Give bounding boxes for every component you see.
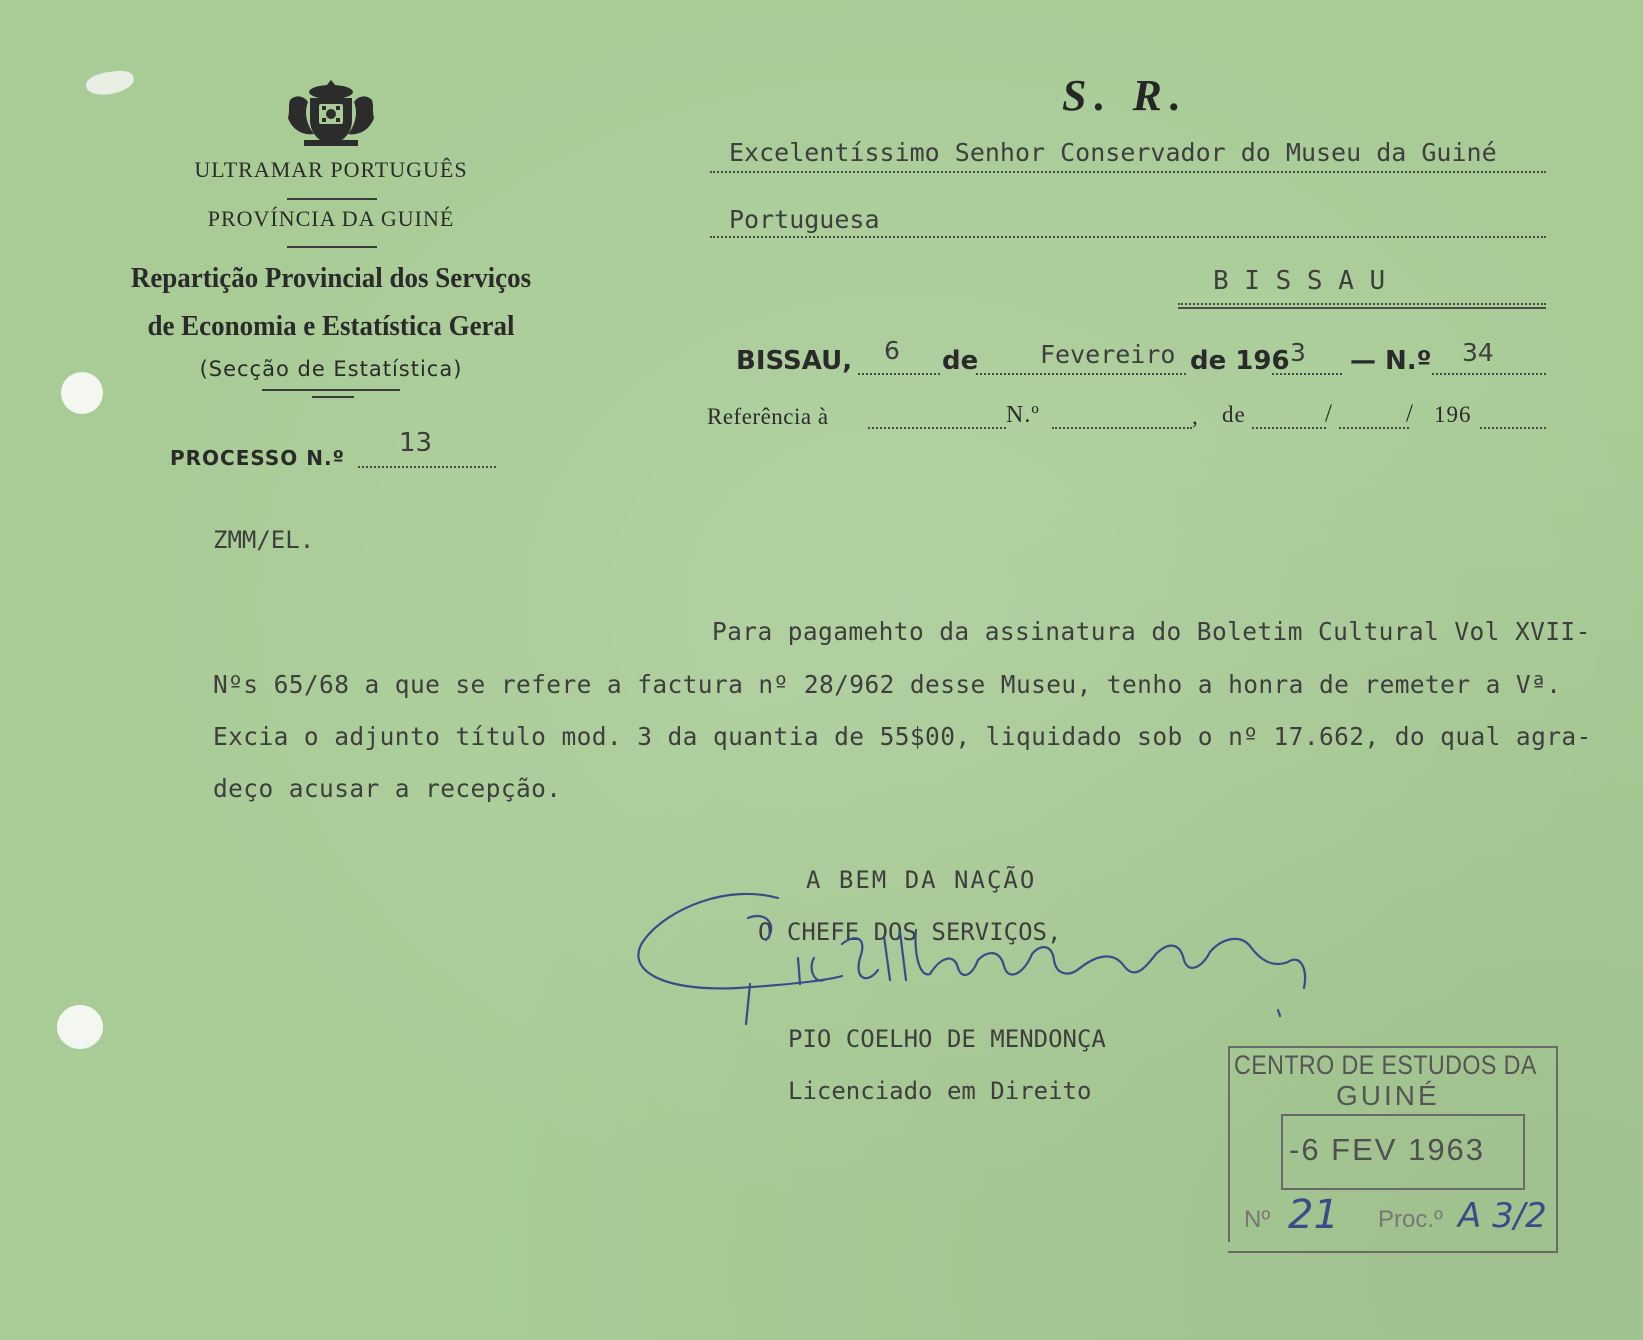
reference-label: Referência à [707, 404, 829, 429]
reference-month-line [1339, 427, 1409, 429]
punch-hole-bottom [57, 1005, 103, 1049]
dateline-day: 6 [884, 336, 900, 365]
stamp-line-1: CENTRO DE ESTUDOS DA [1234, 1050, 1537, 1080]
registry-stamp [1228, 1046, 1558, 1256]
dateline-year-line [1272, 373, 1342, 375]
addressee-field-line-2 [710, 236, 1546, 238]
addressee-underline [1178, 307, 1546, 309]
reference-no-label: N.º [1006, 402, 1040, 428]
reference-de: de [1222, 402, 1246, 427]
signatory-title: Licenciado em Direito [788, 1077, 1092, 1105]
reference-year-line [1480, 427, 1546, 429]
sr-heading: S. R. [1062, 71, 1189, 120]
letterhead-line-reparticao: Repartição Provincial dos Serviços [130, 262, 532, 294]
initials: ZMM/EL. [213, 526, 315, 554]
addressee-city: B I S S A U [1213, 266, 1386, 296]
stamp-no-label: Nº [1244, 1206, 1271, 1233]
signature-icon [628, 888, 1368, 1028]
reference-field-line [868, 427, 1006, 429]
dateline-month: Fevereiro [1040, 340, 1176, 369]
stamp-border-right [1556, 1046, 1558, 1251]
closing-line-1: A BEM DA NAÇÃO [806, 866, 1037, 894]
body-line-1: Para pagamehto da assinatura do Boletim Cultural Vol XVII- [712, 617, 1591, 646]
reference-slash-1: / [1325, 400, 1333, 427]
addressee-field-line-1 [710, 171, 1546, 173]
processo-field-line [358, 466, 496, 468]
stamp-border-top [1228, 1046, 1558, 1048]
dateline-number-line [1432, 373, 1546, 375]
dateline-year-digit: 3 [1290, 338, 1306, 367]
addressee-field-line-3 [1178, 303, 1546, 305]
signatory-name: PIO COELHO DE MENDONÇA [788, 1025, 1106, 1053]
body-line-3: Excia o adjunto título mod. 3 da quantia de 55$00, liquidado sob o nº 17.662, do qual agra- [213, 722, 1592, 751]
letterhead-line-economia: de Economia e Estatística Geral [147, 310, 515, 342]
stamp-line-2: GUINÉ [1336, 1080, 1440, 1111]
addressee-line-1: Excelentíssimo Senhor Conservador do Museu da Guiné [729, 138, 1497, 167]
stamp-proc-value: A 3/2 [1458, 1196, 1547, 1236]
reference-comma: , [1192, 404, 1199, 429]
paper-tear-mark [85, 69, 136, 97]
stamp-no-value: 21 [1288, 1192, 1339, 1238]
dateline-city: BISSAU, [736, 346, 853, 376]
stamp-border-bottom [1228, 1251, 1558, 1253]
body-line-4: deço acusar a recepção. [213, 774, 562, 803]
reference-slash-2: / [1406, 400, 1414, 427]
dateline-day-line [858, 373, 940, 375]
coat-of-arms-icon [284, 78, 378, 152]
letterhead-rule-4 [312, 396, 354, 398]
dateline-de-2: de 196 [1190, 346, 1290, 376]
reference-year-prefix: 196 [1434, 402, 1472, 427]
letterhead-rule-2 [287, 246, 377, 248]
letterhead-line-ultramar: ULTRAMAR PORTUGUÊS [194, 157, 468, 182]
stamp-date: -6 FEV 1963 [1289, 1132, 1486, 1167]
dateline-number: 34 [1462, 338, 1494, 367]
letterhead-line-seccao: (Secção de Estatística) [199, 357, 463, 381]
closing-line-2: O CHEFE DOS SERVIÇOS, [758, 918, 1062, 946]
reference-no-line [1052, 427, 1192, 429]
addressee-line-2: Portuguesa [729, 205, 880, 234]
stamp-proc-label: Proc.º [1378, 1206, 1443, 1233]
letterhead-line-provincia: PROVÍNCIA DA GUINÉ [207, 206, 455, 231]
dateline-number-label: — N.º [1350, 346, 1432, 376]
letterhead-rule-1 [287, 198, 377, 200]
stamp-border-left [1228, 1046, 1230, 1242]
dateline-de-1: de [942, 346, 979, 376]
body-line-2: Nºs 65/68 a que se refere a factura nº 28/962 desse Museu, tenho a honra de remeter a Vª. [213, 670, 1562, 699]
processo-label: PROCESSO N.º [170, 446, 345, 470]
reference-day-line [1252, 427, 1326, 429]
letterhead-rule-3 [262, 389, 400, 391]
dateline-month-line [976, 373, 1186, 375]
punch-hole-top [61, 372, 103, 414]
processo-value: 13 [399, 428, 433, 458]
